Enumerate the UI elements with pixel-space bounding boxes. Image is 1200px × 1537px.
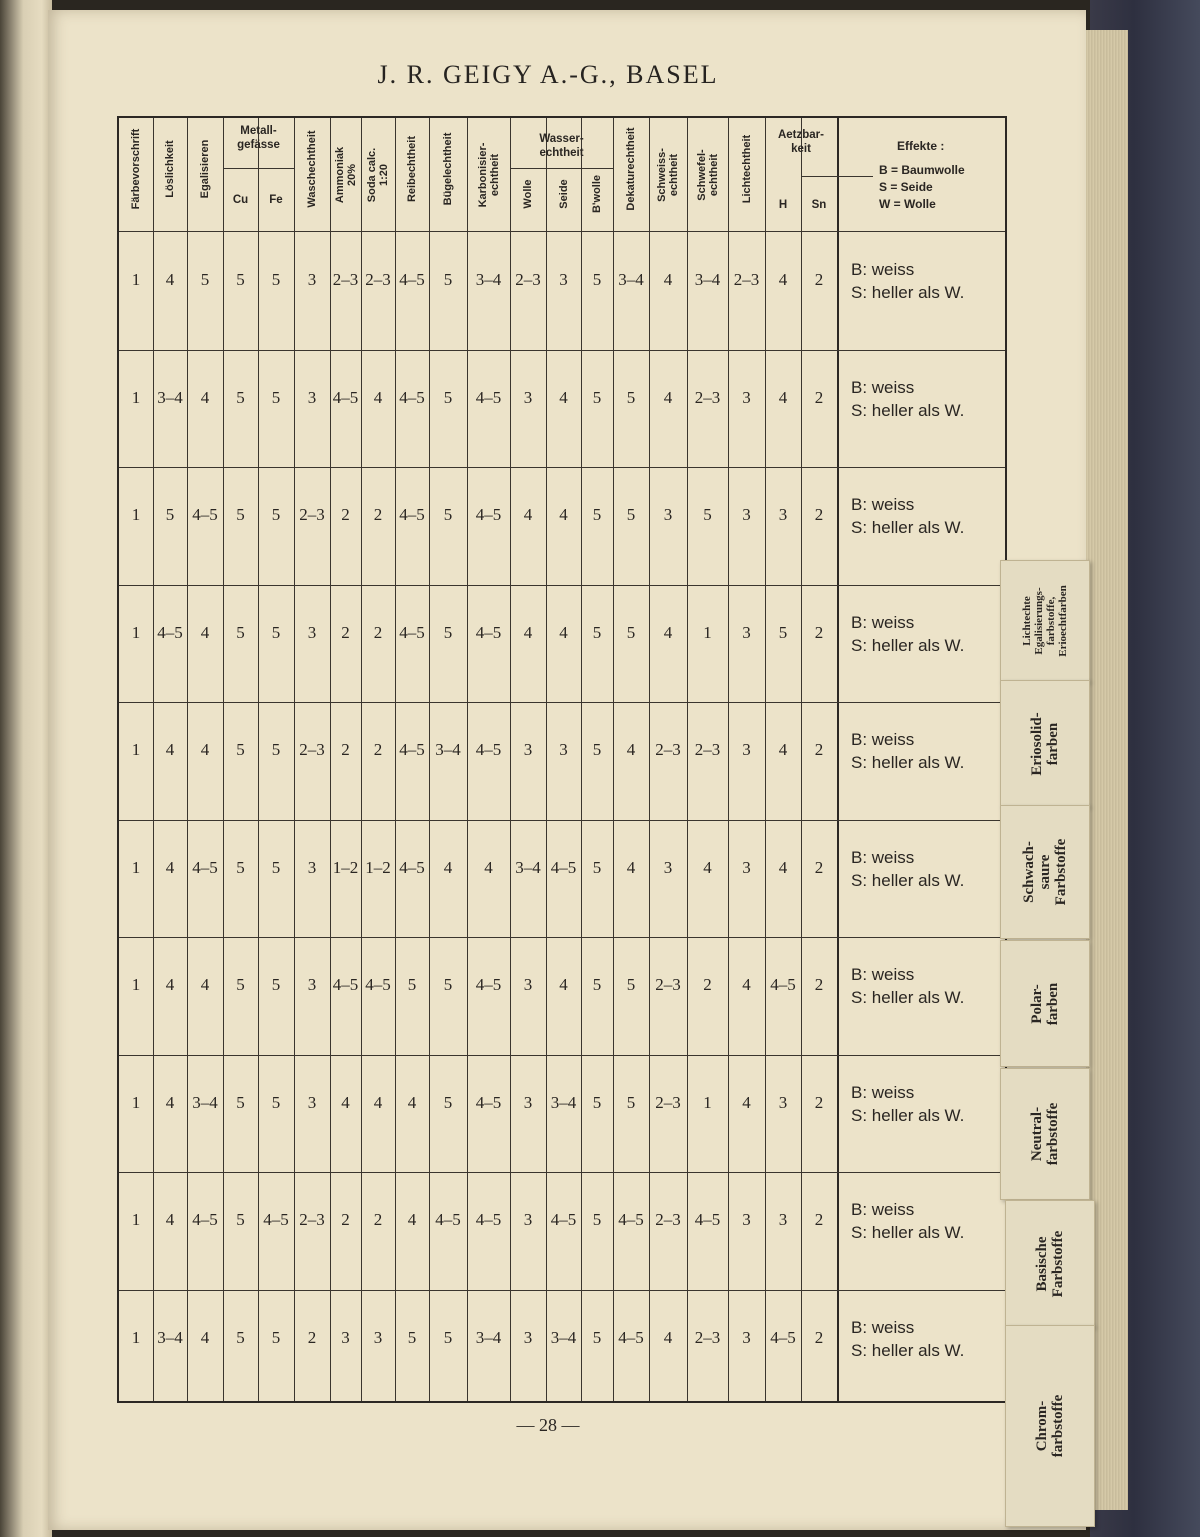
table-cell: 3–4 — [435, 740, 461, 759]
table-cell: 2–3 — [655, 975, 681, 994]
table-cell: 1 — [131, 975, 141, 994]
effect-text: B: weiss S: heller als W. — [851, 847, 965, 890]
table-cell: 4 — [165, 975, 175, 994]
table-cell: 1 — [703, 622, 712, 642]
table-cell: 3 — [523, 1327, 533, 1347]
table-cell: 2 — [814, 1327, 824, 1347]
register-tab-label: Chrom- farbstoffe — [1034, 1394, 1066, 1458]
table-cell: 5 — [592, 1210, 602, 1229]
table-cell: 5 — [443, 1092, 453, 1112]
header-wolle: Wolle — [522, 179, 534, 209]
table-cell: 4–5 — [475, 505, 502, 524]
table-cell: 5 — [271, 1092, 281, 1112]
table-cell: 2 — [703, 975, 712, 994]
table-cell: 3 — [307, 1092, 317, 1112]
header-schweissechtheit: Schweiss- echtheit — [656, 148, 680, 202]
table-cell: 1 — [703, 1092, 712, 1112]
table-cell: 4 — [200, 975, 210, 994]
table-cell: 3–4 — [157, 1327, 183, 1347]
table-cell: 4–5 — [399, 387, 425, 407]
column-divider — [837, 118, 839, 1401]
table-cell: 5 — [271, 740, 281, 759]
table-cell: 1–2 — [332, 857, 359, 877]
table-cell: 3–4 — [515, 857, 541, 877]
table-cell: 5 — [271, 270, 281, 289]
header-aetzbarkeit: Aetzbar- keit — [777, 129, 824, 155]
table-cell: 4 — [484, 857, 493, 877]
register-tab[interactable] — [1000, 805, 1090, 939]
effect-text: B: weiss S: heller als W. — [851, 377, 965, 420]
table-cell: 2 — [814, 740, 824, 759]
table-cell: 2–3 — [655, 1092, 681, 1112]
table-cell: 2 — [373, 505, 383, 524]
table-cell: 2 — [814, 1210, 824, 1229]
effect-text: B: weiss S: heller als W. — [851, 260, 965, 302]
table-cell: 4 — [165, 270, 175, 289]
table-cell: 5 — [236, 505, 245, 524]
table-cell: 1–2 — [365, 857, 391, 877]
table-cell: 5 — [592, 740, 602, 759]
table-cell: 4–5 — [399, 857, 425, 877]
table-cell: 3–4 — [694, 270, 721, 289]
header-wasserechtheit: Wasser- echtheit — [539, 133, 584, 159]
register-tab-label: Neutral- farbstoffe — [1029, 1102, 1061, 1166]
table-cell: 4 — [341, 1092, 350, 1112]
table-cell: 1 — [131, 1210, 141, 1229]
register-tab[interactable] — [1005, 1325, 1095, 1527]
table-cell: 5 — [236, 1210, 245, 1229]
table-cell: 5 — [236, 1327, 245, 1347]
table-cell: 5 — [592, 387, 602, 407]
table-cell: 3–4 — [475, 1327, 502, 1347]
table-cell: 4–5 — [399, 270, 425, 289]
table-cell: 4–5 — [618, 1210, 644, 1229]
table-cell: 4–5 — [192, 505, 218, 524]
table-cell: 3 — [523, 975, 533, 994]
table-cell: 2 — [814, 857, 824, 877]
table-cell: 3 — [742, 505, 751, 524]
table-cell: 2–3 — [733, 270, 760, 289]
table-cell: 5 — [236, 387, 245, 407]
table-cell: 2 — [814, 505, 824, 524]
table-cell: 2 — [341, 505, 350, 524]
row-divider — [119, 585, 1005, 586]
table-cell: 5 — [271, 857, 281, 877]
table-cell: 4–5 — [475, 1092, 502, 1112]
table-cell: 4 — [407, 1092, 417, 1112]
table-cell: 4 — [407, 1210, 417, 1229]
table-cell: 5 — [443, 1327, 453, 1347]
table-cell: 5 — [407, 1327, 417, 1347]
left-page-edge — [0, 0, 52, 1537]
table-cell: 4–5 — [399, 505, 425, 524]
table-cell: 3 — [742, 622, 751, 642]
table-cell: 5 — [236, 1092, 245, 1112]
header-loeslichkeit: Löslichkeit — [164, 140, 176, 198]
table-cell: 2–3 — [694, 1327, 721, 1347]
table-cell: 3 — [742, 387, 751, 407]
table-cell: 5 — [592, 1092, 602, 1112]
table-cell: 2–3 — [332, 270, 359, 289]
table-cell: 2 — [814, 975, 824, 994]
table-cell: 5 — [236, 975, 245, 994]
table-cell: 5 — [443, 270, 453, 289]
table-cell: 5 — [236, 857, 245, 877]
table-cell: 4–5 — [192, 857, 218, 877]
table-cell: 4–5 — [157, 622, 183, 642]
table-cell: 2 — [373, 622, 383, 642]
header-metallgefaesse: Metall- gefässe — [237, 125, 280, 151]
effect-text: B: weiss S: heller als W. — [851, 965, 965, 1007]
header-reibechtheit: Reibechtheit — [406, 136, 418, 203]
table-cell: 2 — [341, 1210, 350, 1229]
table-cell: 5 — [236, 622, 245, 642]
table-cell: 4–5 — [475, 622, 502, 642]
table-cell: 2 — [814, 387, 824, 407]
table-cell: 4–5 — [550, 1210, 577, 1229]
table-cell: 3 — [663, 857, 673, 877]
table-cell: 2 — [814, 1092, 824, 1112]
table-cell: 5 — [200, 270, 210, 289]
table-cell: 2–3 — [655, 740, 681, 759]
table-cell: 4 — [559, 505, 568, 524]
table-cell: 5 — [443, 505, 453, 524]
table-cell: 2 — [373, 740, 383, 759]
table-cell: 3 — [523, 1092, 533, 1112]
fastness-table — [117, 116, 1007, 1403]
header-fe: Fe — [269, 194, 283, 206]
table-cell: 2–3 — [299, 505, 325, 524]
table-cell: 4 — [165, 740, 175, 759]
table-cell: 4 — [165, 1092, 175, 1112]
table-cell: 3 — [373, 1327, 383, 1347]
table-cell: 3 — [341, 1327, 350, 1347]
row-divider — [119, 350, 1005, 351]
table-cell: 3–4 — [550, 1092, 577, 1112]
table-cell: 2–3 — [694, 387, 721, 407]
table-cell: 4–5 — [618, 1327, 644, 1347]
table-cell: 4 — [443, 857, 453, 877]
table-cell: 1 — [131, 740, 141, 759]
table-cell: 5 — [271, 975, 281, 994]
table-cell: 4 — [200, 387, 210, 407]
group-header-divider — [801, 176, 873, 177]
table-cell: 5 — [592, 1327, 602, 1347]
table-cell: 3–4 — [550, 1327, 577, 1347]
table-cell: 4 — [373, 1092, 383, 1112]
table-cell: 4–5 — [435, 1210, 461, 1229]
table-cell: 4 — [373, 387, 383, 407]
table-cell: 5 — [236, 270, 245, 289]
register-tab[interactable] — [1000, 1068, 1090, 1200]
table-cell: 5 — [271, 387, 281, 407]
table-cell: 5 — [443, 387, 453, 407]
table-cell: 2–3 — [365, 270, 391, 289]
register-tab[interactable] — [1000, 680, 1090, 807]
table-cell: 4–5 — [399, 622, 425, 642]
table-cell: 2 — [814, 270, 824, 289]
table-cell: 1 — [131, 1327, 141, 1347]
table-cell: 2 — [814, 622, 824, 642]
table-cell: 3 — [523, 740, 533, 759]
header-sn: Sn — [811, 199, 827, 211]
header-h: H — [778, 199, 788, 211]
table-cell: 3 — [778, 1092, 788, 1112]
header-cu: Cu — [232, 194, 249, 206]
table-cell: 3 — [307, 857, 317, 877]
table-cell: 5 — [626, 1092, 636, 1112]
header-dekaturechtheit: Dekaturechtheit — [625, 127, 637, 211]
table-cell: 4 — [626, 857, 636, 877]
row-divider — [119, 1172, 1005, 1173]
register-tab[interactable] — [1005, 1200, 1095, 1327]
table-cell: 4–5 — [550, 857, 577, 877]
register-tab[interactable] — [1000, 560, 1090, 682]
table-cell: 4 — [200, 740, 210, 759]
row-divider — [119, 820, 1005, 821]
table-cell: 3 — [307, 387, 317, 407]
header-ammoniak: Ammoniak 20% — [333, 146, 358, 204]
table-cell: 1 — [131, 857, 141, 877]
header-divider — [119, 231, 1005, 232]
table-cell: 1 — [131, 1092, 141, 1112]
header-faerbevorschrift: Färbevorschrift — [130, 128, 142, 210]
effect-text: B: weiss S: heller als W. — [851, 612, 965, 655]
table-cell: 2–3 — [655, 1210, 681, 1229]
row-divider — [119, 937, 1005, 938]
table-cell: 4 — [663, 1327, 673, 1347]
effect-text: B: weiss S: heller als W. — [851, 1082, 965, 1125]
table-cell: 3 — [742, 1327, 751, 1347]
register-tab-label: Polar- farben — [1029, 982, 1061, 1025]
table-cell: 4 — [742, 975, 751, 994]
header-egalisieren: Egalisieren — [199, 139, 211, 199]
table-cell: 5 — [592, 975, 602, 994]
table-cell: 3 — [778, 1210, 788, 1229]
table-cell: 4 — [663, 622, 673, 642]
table-cell: 4 — [742, 1092, 751, 1112]
table-cell: 3 — [742, 1210, 751, 1229]
row-divider — [119, 467, 1005, 468]
table-cell: 3 — [559, 270, 568, 289]
table-cell: 5 — [407, 975, 417, 994]
table-cell: 3 — [559, 740, 568, 759]
table-cell: 4–5 — [192, 1210, 218, 1229]
table-cell: 2 — [341, 622, 350, 642]
table-cell: 4–5 — [399, 740, 425, 759]
table-cell: 4 — [663, 270, 673, 289]
table-cell: 4–5 — [475, 387, 502, 407]
table-cell: 4–5 — [475, 740, 502, 759]
effect-text: B: weiss S: heller als W. — [851, 730, 965, 772]
table-cell: 5 — [271, 505, 281, 524]
table-cell: 5 — [592, 857, 602, 877]
table-cell: 3–4 — [618, 270, 644, 289]
table-cell: 4 — [778, 270, 788, 289]
table-cell: 5 — [626, 387, 636, 407]
header-seide: Seide — [557, 179, 570, 209]
table-cell: 4 — [778, 740, 788, 759]
table-cell: 3 — [307, 270, 317, 289]
table-cell: 2 — [341, 740, 350, 759]
effect-text: B: weiss S: heller als W. — [851, 495, 965, 537]
table-cell: 4 — [165, 1210, 175, 1229]
table-cell: 4 — [165, 857, 175, 877]
row-divider — [119, 702, 1005, 703]
table-cell: 4 — [703, 857, 712, 877]
table-cell: 5 — [592, 270, 602, 289]
table-cell: 4 — [663, 387, 673, 407]
effekte-heading: Effekte : — [897, 139, 945, 153]
table-cell: 4–5 — [694, 1210, 721, 1229]
table-cell: 4 — [559, 975, 568, 994]
page-title: J. R. GEIGY A.-G., BASEL — [377, 60, 719, 89]
table-cell: 1 — [131, 387, 141, 407]
effect-text: B: weiss S: heller als W. — [851, 1317, 965, 1360]
table-cell: 5 — [592, 505, 602, 524]
table-cell: 4 — [200, 622, 210, 642]
page-number: — 28 — — [516, 1415, 580, 1435]
table-cell: 4 — [559, 622, 568, 642]
table-cell: 5 — [165, 505, 175, 524]
table-cell: 5 — [626, 505, 636, 524]
table-cell: 4–5 — [475, 1210, 502, 1229]
table-cell: 4 — [559, 387, 568, 407]
table-cell: 5 — [236, 740, 245, 759]
table-cell: 3 — [742, 740, 751, 759]
register-tab-label: Schwach- saure Farbstoffe — [1021, 838, 1069, 906]
table-cell: 2–3 — [694, 740, 721, 759]
table-cell: 3 — [778, 505, 788, 524]
register-tab-label: Eriosolid- farben — [1029, 711, 1061, 776]
effekte-legend: B = Baumwolle S = Seide W = Wolle — [879, 163, 965, 211]
table-cell: 2–3 — [299, 1210, 325, 1229]
table-cell: 3 — [307, 975, 317, 994]
group-header-divider — [223, 168, 294, 169]
table-cell: 5 — [626, 975, 636, 994]
table-cell: 3–4 — [192, 1092, 218, 1112]
table-cell: 1 — [131, 622, 141, 642]
header-waschechtheit: Waschechtheit — [306, 130, 318, 208]
table-cell: 4–5 — [770, 975, 796, 994]
table-cell: 3 — [307, 622, 317, 642]
table-cell: 4–5 — [770, 1327, 796, 1347]
table-cell: 4 — [523, 505, 533, 524]
table-cell: 4 — [626, 740, 636, 759]
table-cell: 1 — [131, 505, 141, 524]
table-cell: 5 — [271, 1327, 281, 1347]
table-cell: 4–5 — [332, 975, 359, 994]
table-cell: 5 — [443, 975, 453, 994]
header-soda: Soda calc. 1:20 — [366, 147, 390, 203]
table-cell: 4 — [523, 622, 533, 642]
table-cell: 2–3 — [515, 270, 541, 289]
table-cell: 5 — [592, 622, 602, 642]
table-cell: 5 — [626, 622, 636, 642]
table-cell: 4 — [778, 857, 788, 877]
table-cell: 5 — [271, 622, 281, 642]
header-karbonisierechtheit: Karbonisier- echtheit — [476, 142, 501, 208]
header-lichtechtheit: Lichtechtheit — [740, 134, 753, 204]
table-cell: 2 — [307, 1327, 317, 1347]
table-cell: 4–5 — [263, 1210, 289, 1229]
table-cell: 4–5 — [365, 975, 391, 994]
row-divider — [119, 1290, 1005, 1291]
header-buegelechtheit: Bügelechtheit — [442, 132, 454, 206]
table-cell: 4 — [778, 387, 788, 407]
table-cell: 3–4 — [157, 387, 183, 407]
register-tab[interactable] — [1000, 940, 1090, 1067]
book-page — [48, 10, 1086, 1530]
table-cell: 4–5 — [475, 975, 502, 994]
table-cell: 5 — [778, 622, 788, 642]
effect-text: B: weiss S: heller als W. — [851, 1200, 965, 1242]
table-cell: 3 — [663, 505, 673, 524]
table-cell: 3 — [742, 857, 751, 877]
table-cell: 2 — [373, 1210, 383, 1229]
register-tab-label: Lichtechte Egalisierungs- farbstoffe, Erioechtfarben — [1021, 585, 1069, 657]
table-cell: 5 — [703, 505, 712, 524]
table-cell: 1 — [131, 270, 141, 289]
row-divider — [119, 1055, 1005, 1056]
header-schwefelechtheit: Schwefel- echtheit — [695, 149, 720, 201]
table-cell: 2–3 — [299, 740, 325, 759]
table-cell: 3 — [523, 387, 533, 407]
register-tab-label: Basische Farbstoffe — [1034, 1230, 1066, 1297]
table-cell: 4 — [200, 1327, 210, 1347]
table-cell: 4–5 — [332, 387, 359, 407]
table-cell: 3–4 — [475, 270, 502, 289]
table-cell: 5 — [443, 622, 453, 642]
table-cell: 3 — [523, 1210, 533, 1229]
header-bwolle: B'wolle — [591, 174, 603, 214]
